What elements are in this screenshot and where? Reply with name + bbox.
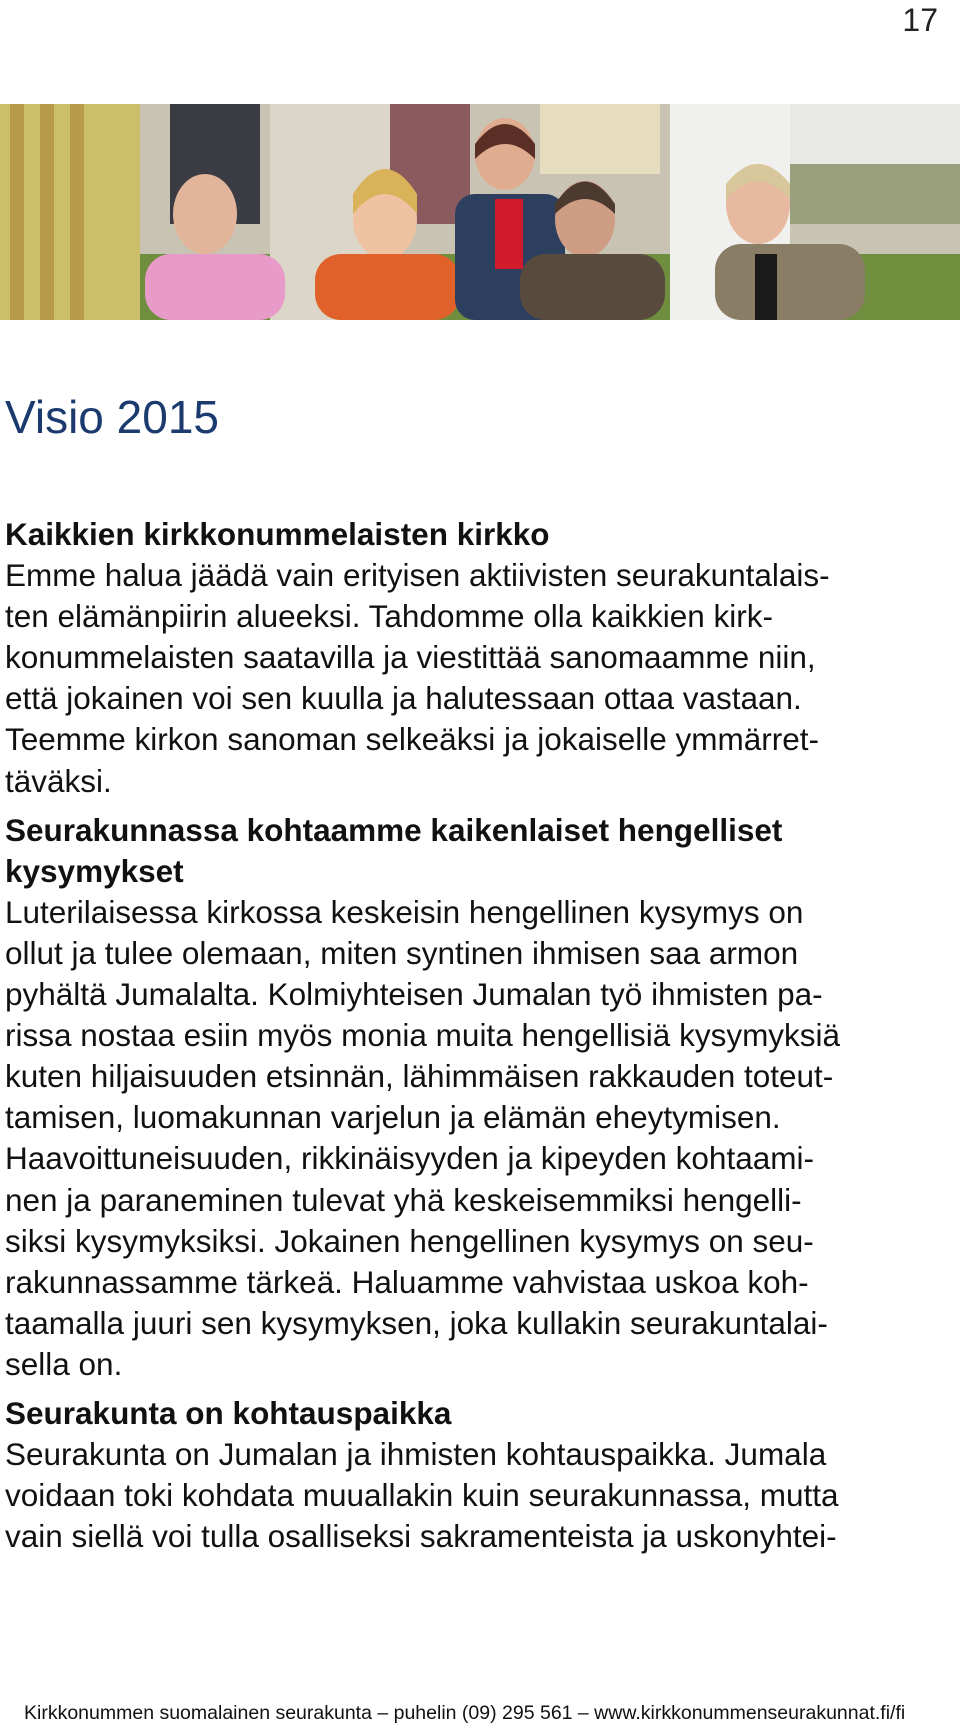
- section-title: Seurakunnassa kohtaamme kaikenlaiset hengelliset: [5, 811, 783, 848]
- paragraph-line: Teemme kirkon sanoman selkeäksi ja jokaiselle ymmärret-: [5, 721, 820, 758]
- paragraph-line: Haavoittuneisuuden, rikkinäisyyden ja kipeyden kohtaami-: [5, 1140, 814, 1177]
- paragraph-line: sella on.: [5, 1345, 123, 1382]
- paragraph-line: tamisen, luomakunnan varjelun ja elämän eheytymisen.: [5, 1099, 781, 1136]
- paragraph-line: ollut ja tulee olemaan, miten syntinen ihmisen saa armon: [5, 934, 799, 971]
- paragraph-line: vain siellä voi tulla osalliseksi sakramenteista ja uskonyhtei-: [5, 1518, 837, 1555]
- section-title: Kaikkien kirkkonummelaisten kirkko: [5, 516, 550, 552]
- page-footer: Kirkkonummen suomalainen seurakunta – puhelin (09) 295 561 – www.kirkkonummenseurakunnat.fi/fi: [24, 1702, 906, 1724]
- paragraph-line: taamalla juuri sen kysymyksen, joka kullakin seurakuntalai-: [5, 1304, 828, 1341]
- paragraph-line: rissa nostaa esiin myös monia muita hengellisiä kysymyksiä: [5, 1017, 841, 1054]
- section-title: Seurakunta on kohtauspaikka: [5, 1394, 452, 1431]
- paragraph-line: täväksi.: [5, 762, 112, 799]
- paragraph-line: rakunnassamme tärkeä. Haluamme vahvistaa uskoa koh-: [5, 1263, 809, 1300]
- paragraph-line: että jokainen voi sen kuulla ja halutessaan ottaa vastaan.: [5, 680, 802, 717]
- paragraph-line: nen ja paraneminen tulevat yhä keskeisemmiksi hengelli-: [5, 1181, 802, 1218]
- paragraph-line: Emme halua jäädä vain erityisen aktiivisten seurakuntalais-: [5, 557, 830, 594]
- paragraph-line: kuten hiljaisuuden etsinnän, lähimmäisen rakkauden toteut-: [5, 1058, 834, 1095]
- paragraph-line: Luterilaisessa kirkossa keskeisin hengellinen kysymys on: [5, 893, 804, 930]
- paragraph-line: pyhältä Jumalalta. Kolmiyhteisen Jumalan työ ihmisten pa-: [5, 976, 823, 1013]
- page-title: Visio 2015: [5, 391, 219, 443]
- paragraph-line: Seurakunta on Jumalan ja ihmisten kohtauspaikka. Jumala: [5, 1436, 827, 1473]
- body-text: [5, 514, 957, 1557]
- page-number: 17: [902, 2, 938, 38]
- section-title: kysymykset: [5, 852, 184, 889]
- group-photo: [0, 104, 960, 320]
- paragraph-line: ten elämänpiirin alueeksi. Tahdomme olla kaikkien kirk-: [5, 598, 774, 635]
- paragraph-line: konummelaisten saatavilla ja viestittää sanomaamme niin,: [5, 639, 816, 676]
- paragraph-line: siksi kysymyksiksi. Jokainen hengellinen kysymys on seu-: [5, 1222, 814, 1259]
- paragraph-line: voidaan toki kohdata muuallakin kuin seurakunnassa, mutta: [5, 1477, 839, 1514]
